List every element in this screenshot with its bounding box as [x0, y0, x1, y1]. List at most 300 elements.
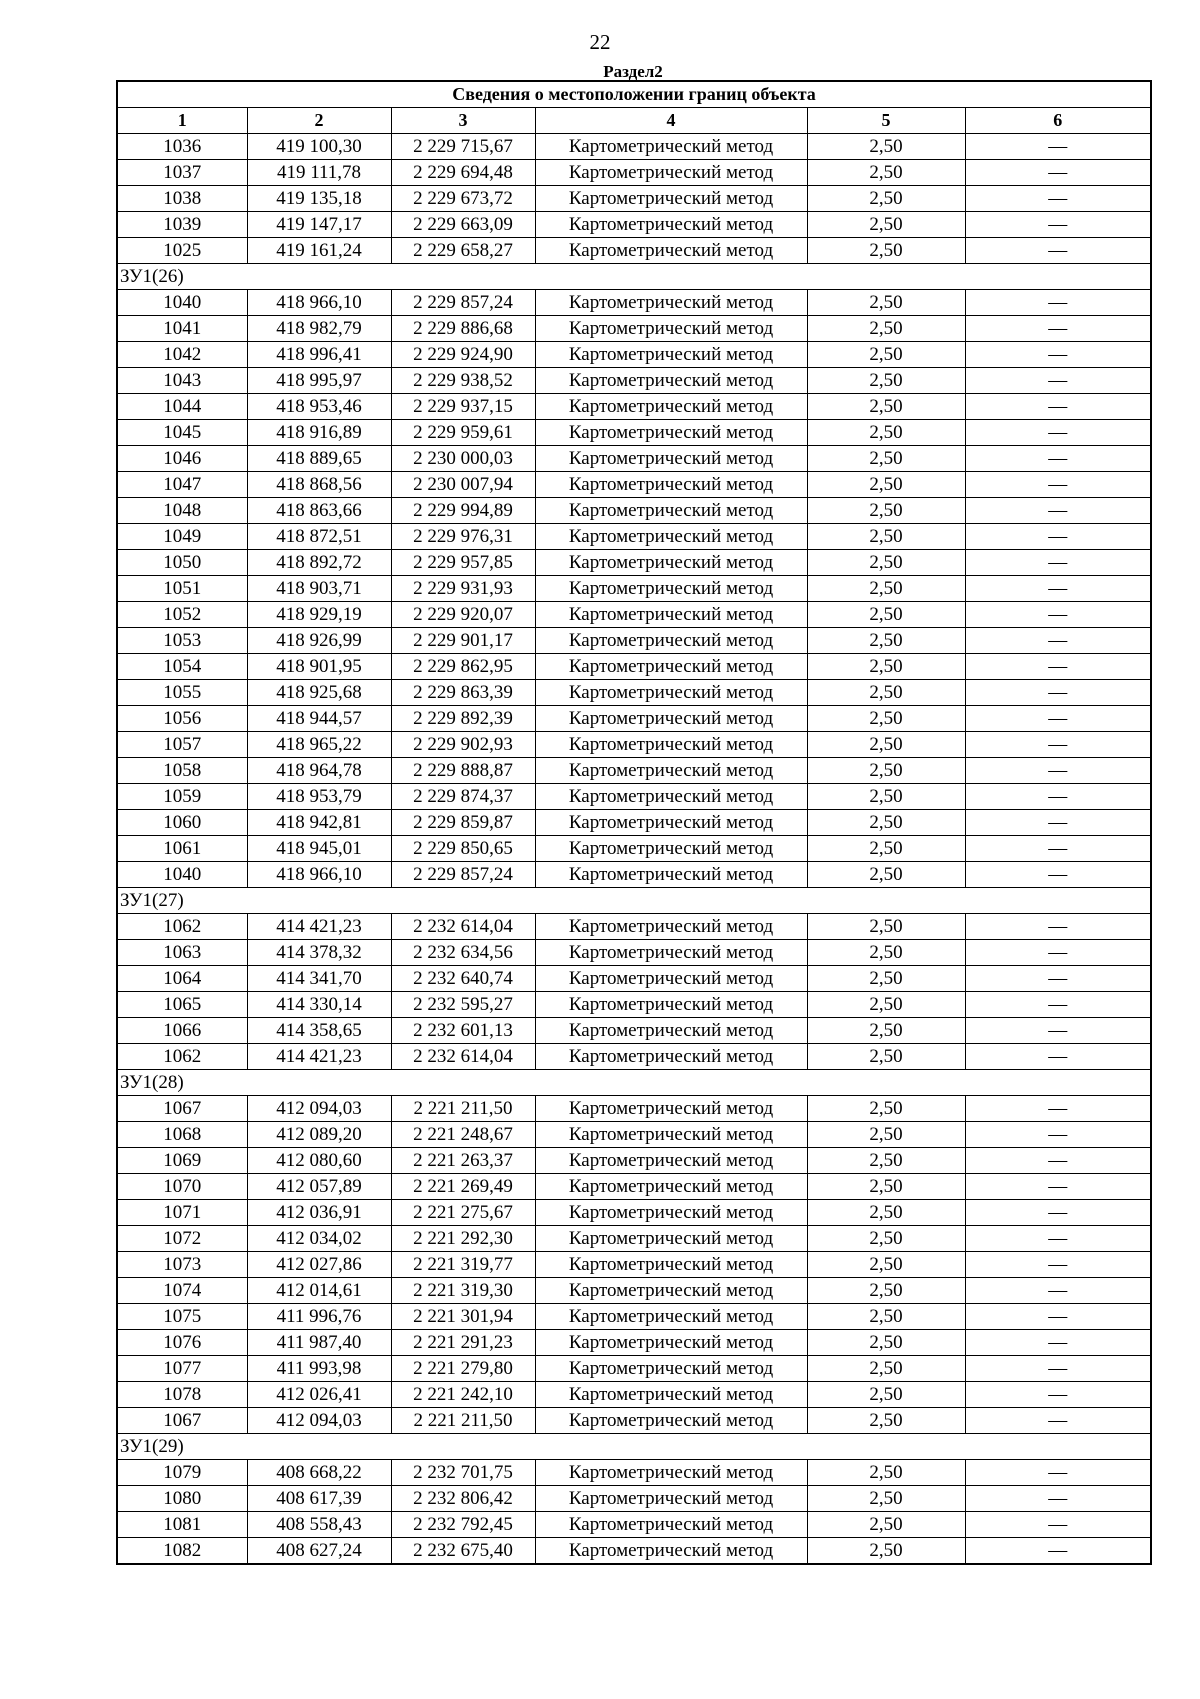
table-row: [117, 1538, 1151, 1565]
coordinate-x-cell: 418 944,57: [247, 706, 391, 732]
coordinate-x-cell: 411 987,40: [247, 1330, 391, 1356]
method-cell: Картометрический метод: [535, 862, 807, 888]
table-row: [117, 446, 1151, 472]
method-cell: Картометрический метод: [535, 498, 807, 524]
method-cell: Картометрический метод: [535, 1252, 807, 1278]
point-number-cell: 1065: [117, 992, 247, 1018]
column-header-3: 3: [391, 108, 535, 134]
precision-cell: 2,50: [807, 160, 965, 186]
point-number-cell: 1067: [117, 1096, 247, 1122]
coordinate-x-cell: 418 901,95: [247, 654, 391, 680]
table-row: [117, 368, 1151, 394]
note-cell: —: [965, 576, 1151, 602]
point-number-cell: 1078: [117, 1382, 247, 1408]
table-row: [117, 966, 1151, 992]
method-cell: Картометрический метод: [535, 758, 807, 784]
note-cell: —: [965, 654, 1151, 680]
note-cell: —: [965, 940, 1151, 966]
point-number-cell: 1072: [117, 1226, 247, 1252]
column-header-6: 6: [965, 108, 1151, 134]
precision-cell: 2,50: [807, 550, 965, 576]
precision-cell: 2,50: [807, 212, 965, 238]
precision-cell: 2,50: [807, 1096, 965, 1122]
coordinate-x-cell: 412 026,41: [247, 1382, 391, 1408]
method-cell: Картометрический метод: [535, 1018, 807, 1044]
table-row: [117, 1044, 1151, 1070]
coordinate-y-cell: 2 229 959,61: [391, 420, 535, 446]
method-cell: Картометрический метод: [535, 1096, 807, 1122]
coordinate-x-cell: 414 421,23: [247, 1044, 391, 1070]
boundary-coordinates-table: [116, 80, 1152, 1565]
coordinate-y-cell: 2 232 634,56: [391, 940, 535, 966]
note-cell: —: [965, 1096, 1151, 1122]
precision-cell: 2,50: [807, 498, 965, 524]
point-number-cell: 1040: [117, 290, 247, 316]
note-cell: —: [965, 602, 1151, 628]
group-label: ЗУ1(29): [117, 1434, 1151, 1460]
coordinate-x-cell: 414 421,23: [247, 914, 391, 940]
method-cell: Картометрический метод: [535, 784, 807, 810]
coordinate-x-cell: 418 966,10: [247, 862, 391, 888]
coordinate-y-cell: 2 229 663,09: [391, 212, 535, 238]
note-cell: —: [965, 498, 1151, 524]
coordinate-y-cell: 2 221 263,37: [391, 1148, 535, 1174]
coordinate-y-cell: 2 229 715,67: [391, 134, 535, 160]
note-cell: —: [965, 1226, 1151, 1252]
point-number-cell: 1037: [117, 160, 247, 186]
note-cell: —: [965, 1512, 1151, 1538]
note-cell: —: [965, 1018, 1151, 1044]
column-header-4: 4: [535, 108, 807, 134]
table-row: [117, 134, 1151, 160]
note-cell: —: [965, 1174, 1151, 1200]
coordinate-x-cell: 408 668,22: [247, 1460, 391, 1486]
method-cell: Картометрический метод: [535, 940, 807, 966]
method-cell: Картометрический метод: [535, 576, 807, 602]
precision-cell: 2,50: [807, 394, 965, 420]
note-cell: —: [965, 1330, 1151, 1356]
point-number-cell: 1080: [117, 1486, 247, 1512]
precision-cell: 2,50: [807, 238, 965, 264]
table-row: [117, 1122, 1151, 1148]
coordinate-x-cell: 414 341,70: [247, 966, 391, 992]
note-cell: —: [965, 186, 1151, 212]
point-number-cell: 1071: [117, 1200, 247, 1226]
precision-cell: 2,50: [807, 420, 965, 446]
coordinate-y-cell: 2 229 924,90: [391, 342, 535, 368]
precision-cell: 2,50: [807, 1330, 965, 1356]
precision-cell: 2,50: [807, 680, 965, 706]
method-cell: Картометрический метод: [535, 1512, 807, 1538]
precision-cell: 2,50: [807, 706, 965, 732]
precision-cell: 2,50: [807, 810, 965, 836]
table-row: [117, 550, 1151, 576]
coordinate-y-cell: 2 229 859,87: [391, 810, 535, 836]
precision-cell: 2,50: [807, 1356, 965, 1382]
note-cell: —: [965, 368, 1151, 394]
note-cell: —: [965, 1460, 1151, 1486]
coordinate-y-cell: 2 229 937,15: [391, 394, 535, 420]
method-cell: Картометрический метод: [535, 186, 807, 212]
point-number-cell: 1057: [117, 732, 247, 758]
point-number-cell: 1038: [117, 186, 247, 212]
coordinate-y-cell: 2 221 279,80: [391, 1356, 535, 1382]
point-number-cell: 1058: [117, 758, 247, 784]
precision-cell: 2,50: [807, 290, 965, 316]
section-title: Раздел2: [603, 62, 663, 81]
coordinate-y-cell: 2 221 211,50: [391, 1096, 535, 1122]
table-row: [117, 1226, 1151, 1252]
point-number-cell: 1062: [117, 1044, 247, 1070]
coordinate-x-cell: 419 135,18: [247, 186, 391, 212]
group-header-row: [117, 264, 1151, 290]
coordinate-x-cell: 419 147,17: [247, 212, 391, 238]
method-cell: Картометрический метод: [535, 1226, 807, 1252]
coordinate-y-cell: 2 229 938,52: [391, 368, 535, 394]
note-cell: —: [965, 1252, 1151, 1278]
method-cell: Картометрический метод: [535, 1486, 807, 1512]
point-number-cell: 1081: [117, 1512, 247, 1538]
method-cell: Картометрический метод: [535, 524, 807, 550]
coordinate-x-cell: 412 034,02: [247, 1226, 391, 1252]
coordinate-y-cell: 2 232 806,42: [391, 1486, 535, 1512]
table-row: [117, 1460, 1151, 1486]
coordinate-x-cell: 418 964,78: [247, 758, 391, 784]
precision-cell: 2,50: [807, 836, 965, 862]
method-cell: Картометрический метод: [535, 134, 807, 160]
table-row: [117, 654, 1151, 680]
coordinate-y-cell: 2 229 862,95: [391, 654, 535, 680]
table-row: [117, 1408, 1151, 1434]
table-row: [117, 940, 1151, 966]
group-header-row: [117, 1434, 1151, 1460]
note-cell: —: [965, 1122, 1151, 1148]
coordinate-x-cell: 412 094,03: [247, 1408, 391, 1434]
coordinate-x-cell: 414 378,32: [247, 940, 391, 966]
precision-cell: 2,50: [807, 1148, 965, 1174]
point-number-cell: 1075: [117, 1304, 247, 1330]
method-cell: Картометрический метод: [535, 1330, 807, 1356]
coordinate-x-cell: 412 027,86: [247, 1252, 391, 1278]
coordinate-y-cell: 2 232 792,45: [391, 1512, 535, 1538]
method-cell: Картометрический метод: [535, 602, 807, 628]
coordinate-x-cell: 408 627,24: [247, 1538, 391, 1565]
group-label: ЗУ1(28): [117, 1070, 1151, 1096]
table-row: [117, 1278, 1151, 1304]
coordinate-y-cell: 2 229 920,07: [391, 602, 535, 628]
precision-cell: 2,50: [807, 654, 965, 680]
method-cell: Картометрический метод: [535, 1174, 807, 1200]
method-cell: Картометрический метод: [535, 654, 807, 680]
coordinate-x-cell: 418 995,97: [247, 368, 391, 394]
table-row: [117, 992, 1151, 1018]
point-number-cell: 1051: [117, 576, 247, 602]
precision-cell: 2,50: [807, 186, 965, 212]
coordinate-x-cell: 418 925,68: [247, 680, 391, 706]
table-row: [117, 186, 1151, 212]
precision-cell: 2,50: [807, 1018, 965, 1044]
point-number-cell: 1069: [117, 1148, 247, 1174]
table-row: [117, 1330, 1151, 1356]
coordinate-x-cell: 418 953,46: [247, 394, 391, 420]
note-cell: —: [965, 1200, 1151, 1226]
method-cell: Картометрический метод: [535, 290, 807, 316]
point-number-cell: 1077: [117, 1356, 247, 1382]
table-row: [117, 1252, 1151, 1278]
table-row: [117, 784, 1151, 810]
note-cell: —: [965, 628, 1151, 654]
coordinate-x-cell: 418 872,51: [247, 524, 391, 550]
coordinate-y-cell: 2 221 291,23: [391, 1330, 535, 1356]
note-cell: —: [965, 680, 1151, 706]
coordinate-x-cell: 418 965,22: [247, 732, 391, 758]
coordinate-x-cell: 418 916,89: [247, 420, 391, 446]
coordinate-y-cell: 2 229 850,65: [391, 836, 535, 862]
precision-cell: 2,50: [807, 1226, 965, 1252]
column-header-5: 5: [807, 108, 965, 134]
note-cell: —: [965, 706, 1151, 732]
note-cell: —: [965, 420, 1151, 446]
method-cell: Картометрический метод: [535, 1304, 807, 1330]
note-cell: —: [965, 1382, 1151, 1408]
precision-cell: 2,50: [807, 1486, 965, 1512]
coordinate-y-cell: 2 229 658,27: [391, 238, 535, 264]
note-cell: —: [965, 1408, 1151, 1434]
point-number-cell: 1047: [117, 472, 247, 498]
table-row: [117, 498, 1151, 524]
precision-cell: 2,50: [807, 1408, 965, 1434]
point-number-cell: 1064: [117, 966, 247, 992]
coordinate-x-cell: 419 111,78: [247, 160, 391, 186]
coordinate-x-cell: 418 982,79: [247, 316, 391, 342]
point-number-cell: 1079: [117, 1460, 247, 1486]
method-cell: Картометрический метод: [535, 316, 807, 342]
table-row: [117, 862, 1151, 888]
method-cell: Картометрический метод: [535, 394, 807, 420]
precision-cell: 2,50: [807, 758, 965, 784]
table-row: [117, 1096, 1151, 1122]
coordinate-y-cell: 2 221 211,50: [391, 1408, 535, 1434]
note-cell: —: [965, 862, 1151, 888]
coordinate-x-cell: 418 953,79: [247, 784, 391, 810]
coordinate-y-cell: 2 229 901,17: [391, 628, 535, 654]
note-cell: —: [965, 290, 1151, 316]
precision-cell: 2,50: [807, 524, 965, 550]
note-cell: —: [965, 1278, 1151, 1304]
point-number-cell: 1039: [117, 212, 247, 238]
coordinate-y-cell: 2 221 242,10: [391, 1382, 535, 1408]
point-number-cell: 1048: [117, 498, 247, 524]
coordinate-x-cell: 414 358,65: [247, 1018, 391, 1044]
table-row: [117, 706, 1151, 732]
coordinate-x-cell: 411 996,76: [247, 1304, 391, 1330]
method-cell: Картометрический метод: [535, 212, 807, 238]
coordinate-x-cell: 418 892,72: [247, 550, 391, 576]
point-number-cell: 1025: [117, 238, 247, 264]
coordinate-y-cell: 2 232 595,27: [391, 992, 535, 1018]
coordinate-y-cell: 2 229 857,24: [391, 290, 535, 316]
method-cell: Картометрический метод: [535, 836, 807, 862]
coordinate-y-cell: 2 221 292,30: [391, 1226, 535, 1252]
note-cell: —: [965, 992, 1151, 1018]
coordinate-y-cell: 2 232 601,13: [391, 1018, 535, 1044]
method-cell: Картометрический метод: [535, 732, 807, 758]
point-number-cell: 1054: [117, 654, 247, 680]
table-row: [117, 1304, 1151, 1330]
table-row: [117, 914, 1151, 940]
coordinate-x-cell: 412 094,03: [247, 1096, 391, 1122]
note-cell: —: [965, 342, 1151, 368]
group-header-row: [117, 888, 1151, 914]
table-row: [117, 1200, 1151, 1226]
column-header-1: 1: [117, 108, 247, 134]
table-row: [117, 680, 1151, 706]
table-row: [117, 836, 1151, 862]
note-cell: —: [965, 1304, 1151, 1330]
coordinate-x-cell: 418 868,56: [247, 472, 391, 498]
point-number-cell: 1074: [117, 1278, 247, 1304]
coordinate-y-cell: 2 229 857,24: [391, 862, 535, 888]
coordinate-x-cell: 419 161,24: [247, 238, 391, 264]
method-cell: Картометрический метод: [535, 628, 807, 654]
precision-cell: 2,50: [807, 862, 965, 888]
precision-cell: 2,50: [807, 992, 965, 1018]
note-cell: —: [965, 1148, 1151, 1174]
note-cell: —: [965, 758, 1151, 784]
method-cell: Картометрический метод: [535, 966, 807, 992]
coordinate-x-cell: 418 863,66: [247, 498, 391, 524]
note-cell: —: [965, 316, 1151, 342]
method-cell: Картометрический метод: [535, 1408, 807, 1434]
coordinate-y-cell: 2 229 874,37: [391, 784, 535, 810]
table-row: [117, 290, 1151, 316]
point-number-cell: 1068: [117, 1122, 247, 1148]
table-row: [117, 732, 1151, 758]
coordinate-y-cell: 2 229 888,87: [391, 758, 535, 784]
coordinate-y-cell: 2 232 614,04: [391, 914, 535, 940]
note-cell: —: [965, 1356, 1151, 1382]
coordinate-y-cell: 2 229 902,93: [391, 732, 535, 758]
precision-cell: 2,50: [807, 576, 965, 602]
note-cell: —: [965, 810, 1151, 836]
precision-cell: 2,50: [807, 446, 965, 472]
coordinate-x-cell: 412 014,61: [247, 1278, 391, 1304]
coordinate-y-cell: 2 221 269,49: [391, 1174, 535, 1200]
table-row: [117, 1486, 1151, 1512]
method-cell: Картометрический метод: [535, 238, 807, 264]
method-cell: Картометрический метод: [535, 1382, 807, 1408]
point-number-cell: 1044: [117, 394, 247, 420]
method-cell: Картометрический метод: [535, 1356, 807, 1382]
note-cell: —: [965, 446, 1151, 472]
method-cell: Картометрический метод: [535, 1538, 807, 1565]
table-row: [117, 524, 1151, 550]
point-number-cell: 1067: [117, 1408, 247, 1434]
coordinate-y-cell: 2 221 275,67: [391, 1200, 535, 1226]
coordinate-y-cell: 2 229 694,48: [391, 160, 535, 186]
precision-cell: 2,50: [807, 1304, 965, 1330]
method-cell: Картометрический метод: [535, 1460, 807, 1486]
point-number-cell: 1076: [117, 1330, 247, 1356]
coordinate-x-cell: 418 903,71: [247, 576, 391, 602]
point-number-cell: 1050: [117, 550, 247, 576]
coordinate-x-cell: 418 926,99: [247, 628, 391, 654]
coordinate-y-cell: 2 221 319,77: [391, 1252, 535, 1278]
coordinate-x-cell: 418 942,81: [247, 810, 391, 836]
method-cell: Картометрический метод: [535, 472, 807, 498]
coordinate-y-cell: 2 229 886,68: [391, 316, 535, 342]
group-header-row: [117, 1070, 1151, 1096]
point-number-cell: 1070: [117, 1174, 247, 1200]
point-number-cell: 1061: [117, 836, 247, 862]
precision-cell: 2,50: [807, 732, 965, 758]
method-cell: Картометрический метод: [535, 420, 807, 446]
precision-cell: 2,50: [807, 1382, 965, 1408]
point-number-cell: 1045: [117, 420, 247, 446]
table-row: [117, 1382, 1151, 1408]
method-cell: Картометрический метод: [535, 1044, 807, 1070]
note-cell: —: [965, 472, 1151, 498]
coordinate-y-cell: 2 229 863,39: [391, 680, 535, 706]
table-row: [117, 810, 1151, 836]
point-number-cell: 1049: [117, 524, 247, 550]
note-cell: —: [965, 524, 1151, 550]
point-number-cell: 1063: [117, 940, 247, 966]
group-label: ЗУ1(27): [117, 888, 1151, 914]
method-cell: Картометрический метод: [535, 1278, 807, 1304]
point-number-cell: 1055: [117, 680, 247, 706]
table-row: [117, 602, 1151, 628]
precision-cell: 2,50: [807, 1538, 965, 1565]
note-cell: —: [965, 1538, 1151, 1565]
note-cell: —: [965, 784, 1151, 810]
method-cell: Картометрический метод: [535, 810, 807, 836]
precision-cell: 2,50: [807, 914, 965, 940]
coordinate-x-cell: 419 100,30: [247, 134, 391, 160]
table-row: [117, 316, 1151, 342]
coordinate-x-cell: 408 617,39: [247, 1486, 391, 1512]
point-number-cell: 1052: [117, 602, 247, 628]
precision-cell: 2,50: [807, 1460, 965, 1486]
precision-cell: 2,50: [807, 342, 965, 368]
precision-cell: 2,50: [807, 966, 965, 992]
group-label: ЗУ1(26): [117, 264, 1151, 290]
coordinate-y-cell: 2 232 675,40: [391, 1538, 535, 1565]
coordinate-y-cell: 2 229 957,85: [391, 550, 535, 576]
point-number-cell: 1043: [117, 368, 247, 394]
coordinate-x-cell: 418 929,19: [247, 602, 391, 628]
point-number-cell: 1082: [117, 1538, 247, 1565]
table-row: [117, 472, 1151, 498]
note-cell: —: [965, 238, 1151, 264]
point-number-cell: 1046: [117, 446, 247, 472]
coordinate-y-cell: 2 232 640,74: [391, 966, 535, 992]
table-row: [117, 758, 1151, 784]
table-body: [117, 134, 1151, 1565]
precision-cell: 2,50: [807, 1044, 965, 1070]
method-cell: Картометрический метод: [535, 446, 807, 472]
coordinate-y-cell: 2 229 976,31: [391, 524, 535, 550]
point-number-cell: 1042: [117, 342, 247, 368]
table-row: [117, 1148, 1151, 1174]
method-cell: Картометрический метод: [535, 914, 807, 940]
coordinate-y-cell: 2 221 301,94: [391, 1304, 535, 1330]
note-cell: —: [965, 966, 1151, 992]
table-row: [117, 420, 1151, 446]
point-number-cell: 1062: [117, 914, 247, 940]
coordinate-y-cell: 2 232 701,75: [391, 1460, 535, 1486]
coordinate-y-cell: 2 229 673,72: [391, 186, 535, 212]
